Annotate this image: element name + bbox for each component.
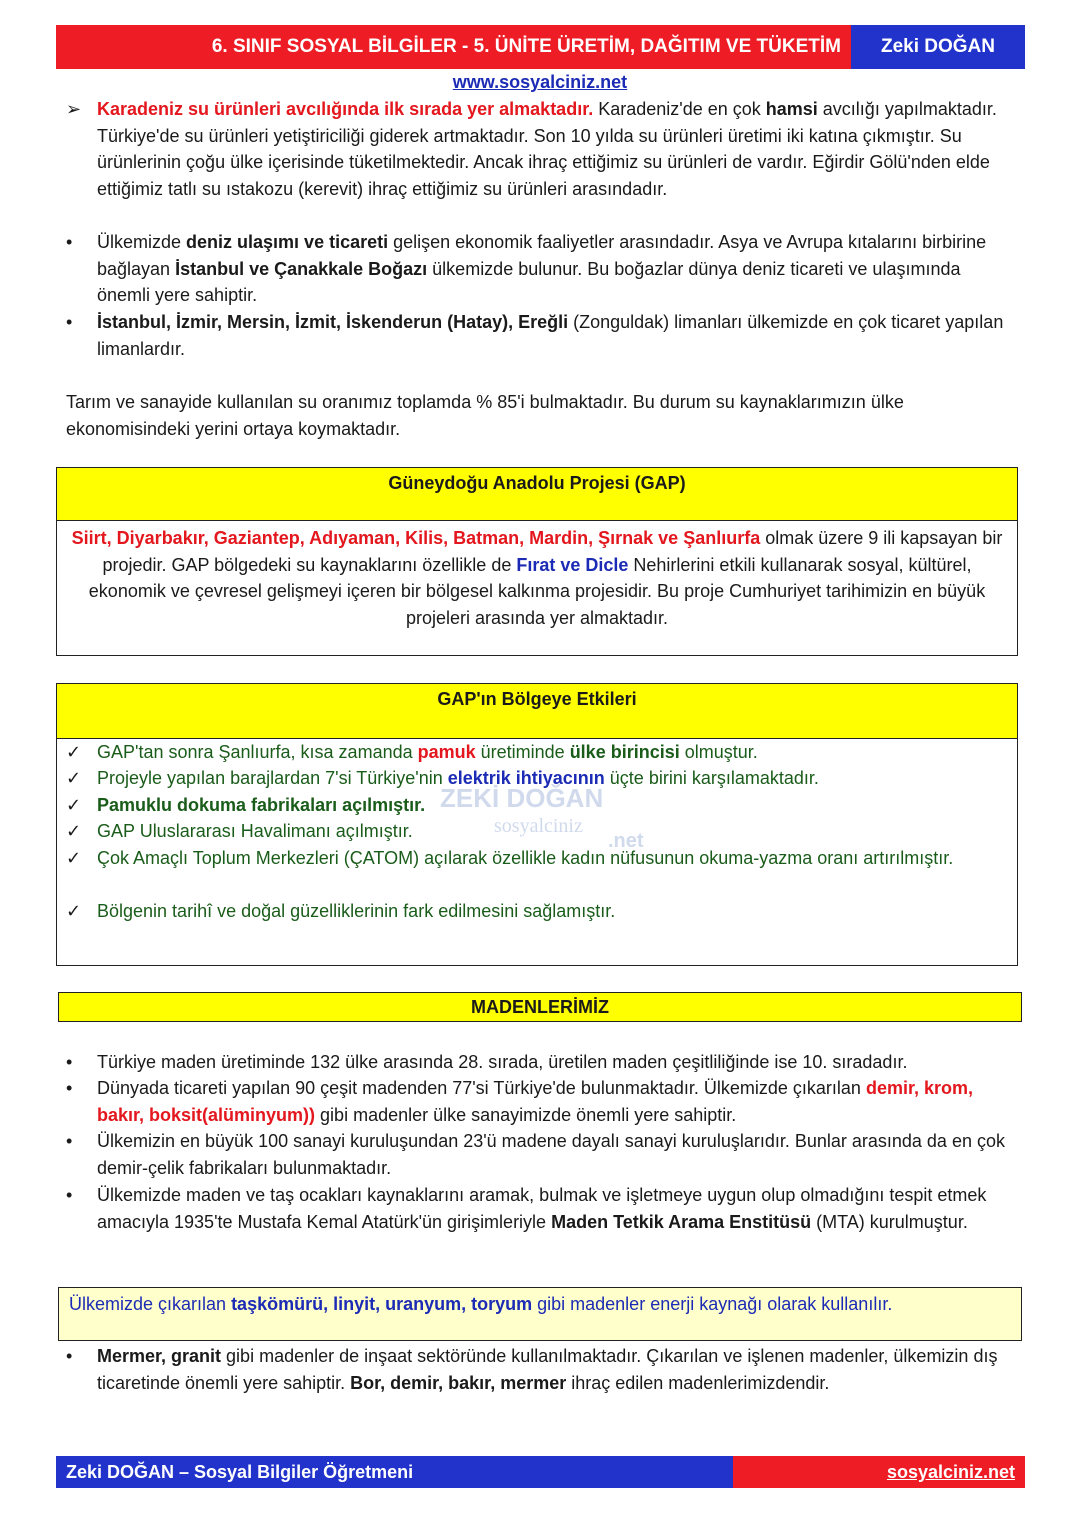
text: (Zonguldak) limanları ülkemizde en çok ticaret yapılan limanlardır. [97,312,1004,359]
site-url-link[interactable]: www.sosyalciniz.net [452,72,628,92]
bold-text: Maden Tetkik Arama Enstitüsü [551,1211,812,1232]
header-author: Zeki DOĞAN [851,25,1025,69]
bold-text: ülke birincisi [569,742,680,762]
effect-item [97,765,1017,792]
watermark-site: sosyalciniz [494,815,583,837]
mine-bullet [97,1182,1017,1235]
electricity-highlight: elektrik ihtiyacının [447,768,605,788]
bullet-icon: • [66,1346,73,1366]
gap-rivers: Fırat ve Dicle [516,554,629,575]
text: olmuştur. [679,742,758,762]
energy-box [58,1287,1022,1341]
text: Projeyle yapılan barajlardan 7'si Türkiye'nin [97,768,448,788]
text: Ülkemizde maden ve taş ocakları kaynaklarını aramak, bulmak ve işletmeye uygun olup olmadığını tespit etmek amacıyla 1935'te Mustafa Kemal Atatürk'ün girişimleriyle [97,1185,987,1232]
text: üretiminde [475,742,570,762]
bold-text: deniz ulaşımı ve ticareti [186,232,389,252]
gap-title: Güneydoğu Anadolu Projesi (GAP) [57,468,1017,521]
text: olmak üzere 9 ili kapsayan bir projedir. GAP bölgedeki su kaynaklarını özellikle de [102,528,1003,575]
maritime-bullet [97,229,1017,309]
cotton-highlight: pamuk [417,742,476,762]
hamsi-bold: hamsi [765,99,818,119]
text: (MTA) kurulmuştur. [811,1211,968,1232]
check-icon: ✓ [66,848,82,868]
check-icon: ✓ [66,768,82,788]
header-title: 6. SINIF SOSYAL BİLGİLER - 5. ÜNİTE ÜRETİM, DAĞITIM VE TÜKETİM [56,25,851,69]
water-paragraph: Tarım ve sanayide kullanılan su oranımız toplamda % 85'i bulmaktadır. Bu durum su kaynaklarımızın ülke ekonomisindeki yerini ortaya koymaktadır. [66,392,904,439]
mine-bullet [97,1075,1017,1128]
text: gibi madenler de inşaat sektöründe kullanılmaktadır. Çıkarılan ve işlenen madenler, ülkemizin dış ticaretinde önemli yere sahiptir. [97,1346,998,1393]
arrow-bullet-icon: ➢ [66,99,82,119]
bold-text: Bor, demir, bakır, mermer [350,1372,567,1393]
watermark-name: ZEKİ DOĞAN [440,783,604,813]
gap-box [56,467,1018,656]
fisheries-highlight: Karadeniz su ürünleri avcılığında ilk sırada yer almaktadır. [97,99,594,119]
mines-title: MADENLERİMİZ [58,992,1022,1022]
minerals-highlight: demir, krom, bakır, boksit(alüminyum)) [97,1078,973,1125]
text: Ülkemizde çıkarılan [69,1294,232,1314]
energy-highlight: taşkömürü, linyit, uranyum, toryum [231,1294,533,1314]
check-icon: ✓ [66,901,82,921]
bullet-icon: • [66,1078,73,1098]
footer-author: Zeki DOĞAN – Sosyal Bilgiler Öğretmeni [56,1456,733,1488]
effect-item [97,739,1017,766]
effect-item: Çok Amaçlı Toplum Merkezleri (ÇATOM) açılarak özellikle kadın nüfusunun okuma-yazma oranı artırılmıştır. [97,848,954,868]
text: avcılığı yapılmaktadır. Türkiye'de su ürünleri yetiştiriciliği giderek artmaktadır. Son 10 yılda su ürünleri üretimi iki katına çıkmıştır. Su ürünlerinin çoğu ülke içerisinde tüketilmektedir. Ancak ihraç ettiğimiz su ürünleri de vardır. Eğirdir Gölü'nden elde ettiğimiz tatlı su ıstakozu (kerevit) ihraç ettiğimiz su ürünleri arasındadır. [97,99,997,199]
gap-effects-title: GAP'ın Bölgeye Etkileri [57,684,1017,739]
bold-text: İstanbul ve Çanakkale Boğazı [175,258,428,279]
bold-text: İstanbul, İzmir, Mersin, İzmit, İskenderun (Hatay), Ereğli [97,312,569,332]
bullet-icon: • [66,1185,73,1205]
text: gibi madenler ülke sanayimizde önemli yere sahiptir. [315,1104,737,1125]
text: Nehirlerini etkili kullanarak sosyal, kültürel, ekonomik ve çevresel gelişmeyi içeren bir bölgesel kalkınma projesidir. Bu proje Cumhuriyet tarihimizin en büyük projeleri arasında yer almaktadır. [88,554,986,628]
effect-item: Pamuklu dokuma fabrikaları açılmıştır. [97,795,426,815]
bullet-icon: • [66,232,73,252]
bullet-icon: • [66,1131,73,1151]
gap-description [57,521,1017,631]
ports-bullet [97,309,1017,362]
gap-cities: Siirt, Diyarbakır, Gaziantep, Adıyaman, Kilis, Batman, Mardin, Şırnak ve Şanlıurfa [71,528,761,548]
bullet-icon: • [66,1052,73,1072]
text: GAP'tan sonra Şanlıurfa, kısa zamanda [97,742,418,762]
effect-item: Bölgenin tarihî ve doğal güzelliklerinin fark edilmesini sağlamıştır. [97,901,616,921]
text: üçte birini karşılamaktadır. [604,768,819,788]
check-icon: ✓ [66,821,82,841]
text: gibi madenler enerji kaynağı olarak kullanılır. [532,1294,893,1314]
text: ihraç edilen madenlerimizdendir. [566,1372,830,1393]
watermark-domain: .net [608,830,644,852]
text: Karadeniz'de en çok [593,99,766,119]
effect-item: GAP Uluslararası Havalimanı açılmıştır. [97,821,413,841]
bold-text: Mermer, granit [97,1346,222,1366]
text: ülkemizde bulunur. Bu boğazlar dünya deniz ticareti ve ulaşımında önemli yere sahiptir. [97,258,961,305]
fisheries-paragraph [97,96,1017,202]
check-icon: ✓ [66,795,82,815]
text: Ülkemizde [97,232,187,252]
mine-bullet [97,1343,1017,1396]
text: Dünyada ticareti yapılan 90 çeşit madenden 77'si Türkiye'de bulunmaktadır. Ülkemizde çıkarılan [97,1078,866,1098]
mine-bullet: Türkiye maden üretiminde 132 ülke arasında 28. sırada, üretilen maden çeşitliliğinde ise 10. sıradadır. [97,1052,908,1072]
text: gelişen ekonomik faaliyetler arasındadır. Asya ve Avrupa kıtalarını birbirine bağlayan [97,232,987,279]
footer-site-link[interactable]: sosyalciniz.net [733,1456,1025,1488]
check-icon: ✓ [66,742,82,762]
mine-bullet: Ülkemizin en büyük 100 sanayi kuruluşundan 23'ü madene dayalı sanayi kuruluşlarıdır. Bunlar arasında da en çok demir-çelik fabrikaları bulunmaktadır. [97,1131,1005,1178]
bullet-icon: • [66,312,73,332]
